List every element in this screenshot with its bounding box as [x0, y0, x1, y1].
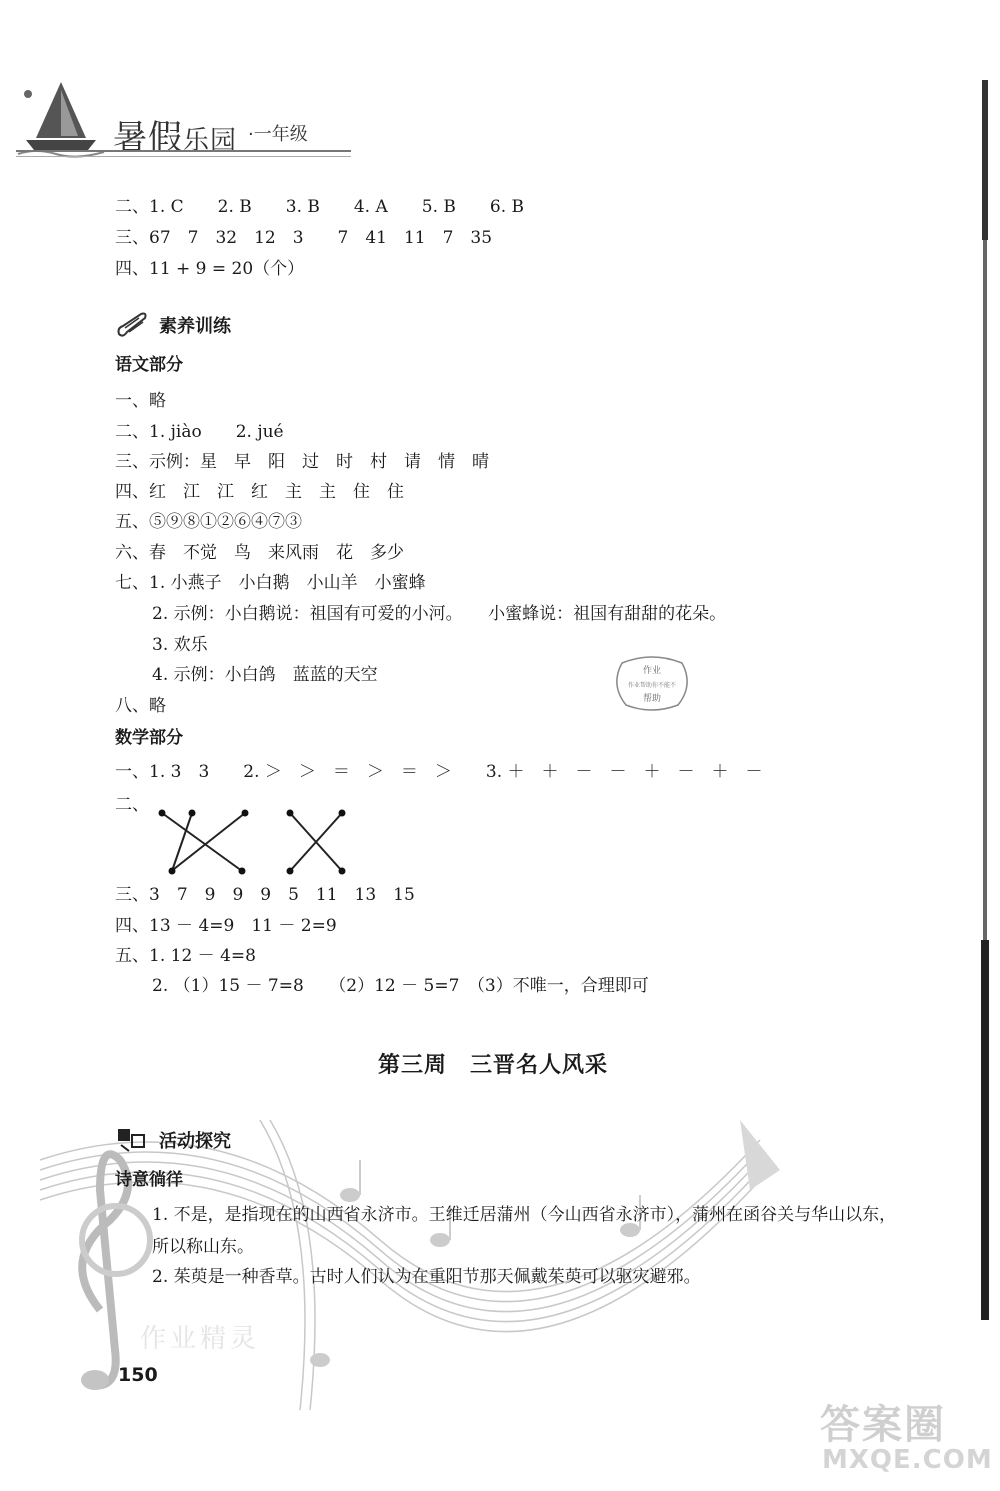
answer-subline: 2. （1）15 － 7=8 （2）12 － 5=7 （3）不唯一，合理即可 [152, 976, 649, 996]
answer-line: 四、13 － 4=9 11 － 2=9 [115, 916, 337, 936]
answer-line: 二、1. jiào 2. jué [115, 422, 284, 442]
section-title: 活动探究 [159, 1131, 231, 1152]
answer-subline: 2. 示例：小白鹅说：祖国有可爱的小河。 小蜜蜂说：祖国有甜甜的花朵。 [152, 604, 727, 624]
subsection-label-math: 数学部分 [115, 728, 183, 748]
answer-line: 三、示例：星 早 阳 过 时 村 请 情 晴 [115, 452, 489, 472]
header-grade: ·一年级 [248, 124, 308, 145]
answer-line: 五、1. 12 － 4=8 [115, 946, 256, 966]
answer-line: 一、略 [115, 391, 166, 411]
header-rule-thin [16, 156, 351, 157]
header-title-main: 暑假 [113, 118, 183, 158]
page-header [8, 80, 348, 170]
answer-line: 二、 [115, 795, 149, 815]
faded-caption: 作业精灵 [140, 1324, 261, 1354]
scroll-icon [115, 310, 149, 340]
answer-line: 一、1. 3 3 2. ＞ ＞ ＝ ＞ ＝ ＞ 3. ＋ ＋ － － ＋ － ＋ － [115, 762, 763, 782]
answer-line: 六、春 不觉 鸟 来风雨 花 多少 [115, 543, 404, 563]
answer-line: 七、1. 小燕子 小白鹅 小山羊 小蜜蜂 [115, 573, 426, 593]
answer-line: 三、67 7 32 12 3 7 41 11 7 35 [115, 228, 493, 248]
homework-stamp [612, 655, 692, 713]
watermark-logo-text: 答案圈 [820, 1402, 946, 1448]
stamp-line2: 作业帮助你不能不 [627, 682, 677, 689]
answer-line: 八、略 [115, 696, 166, 716]
section-heading-activity [115, 1125, 231, 1155]
answer-line: 四、红 江 江 红 主 主 住 住 [115, 482, 404, 502]
sailboat-icon [16, 80, 106, 160]
answer-subline: 1. 不是，是指现在的山西省永济市。王维迁居蒲州（今山西省永济市），蒲州在函谷关与华山以东， [152, 1205, 897, 1225]
answer-line: 三、3 7 9 9 9 5 11 13 15 [115, 885, 415, 905]
matching-lines-diagram [150, 805, 370, 877]
answer-subline: 4. 示例：小白鸽 蓝蓝的天空 [152, 665, 378, 685]
answer-line: 五、⑤⑨⑧①②⑥④⑦③ [115, 512, 302, 532]
answer-line: 四、11 + 9 = 20（个） [115, 259, 305, 279]
subsection-label-poetry: 诗意徜徉 [115, 1170, 183, 1190]
page-number: 150 [118, 1364, 158, 1386]
stamp-line1: 作业 [642, 666, 662, 676]
header-rule [16, 150, 351, 152]
activity-icon [115, 1125, 149, 1155]
section-title: 素养训练 [159, 316, 231, 337]
page-binding-edge [978, 80, 992, 1400]
answer-subline: 2. 茱萸是一种香草。古时人们认为在重阳节那天佩戴茱萸可以驱灾避邪。 [152, 1267, 701, 1287]
subsection-label-chinese: 语文部分 [115, 355, 183, 375]
site-watermark [820, 1393, 993, 1483]
watermark-url: MXQE.COM [822, 1445, 993, 1475]
answer-subline: 3. 欢乐 [152, 635, 208, 655]
section-heading-training [115, 310, 231, 340]
stamp-line3: 帮助 [642, 694, 662, 704]
answer-line: 二、1. C 2. B 3. B 4. A 5. B 6. B [115, 197, 524, 217]
week-title: 第三周 三晋名人风采 [378, 1053, 609, 1078]
header-title-sub: 乐园 [183, 126, 238, 156]
answer-subline: 所以称山东。 [152, 1237, 254, 1257]
